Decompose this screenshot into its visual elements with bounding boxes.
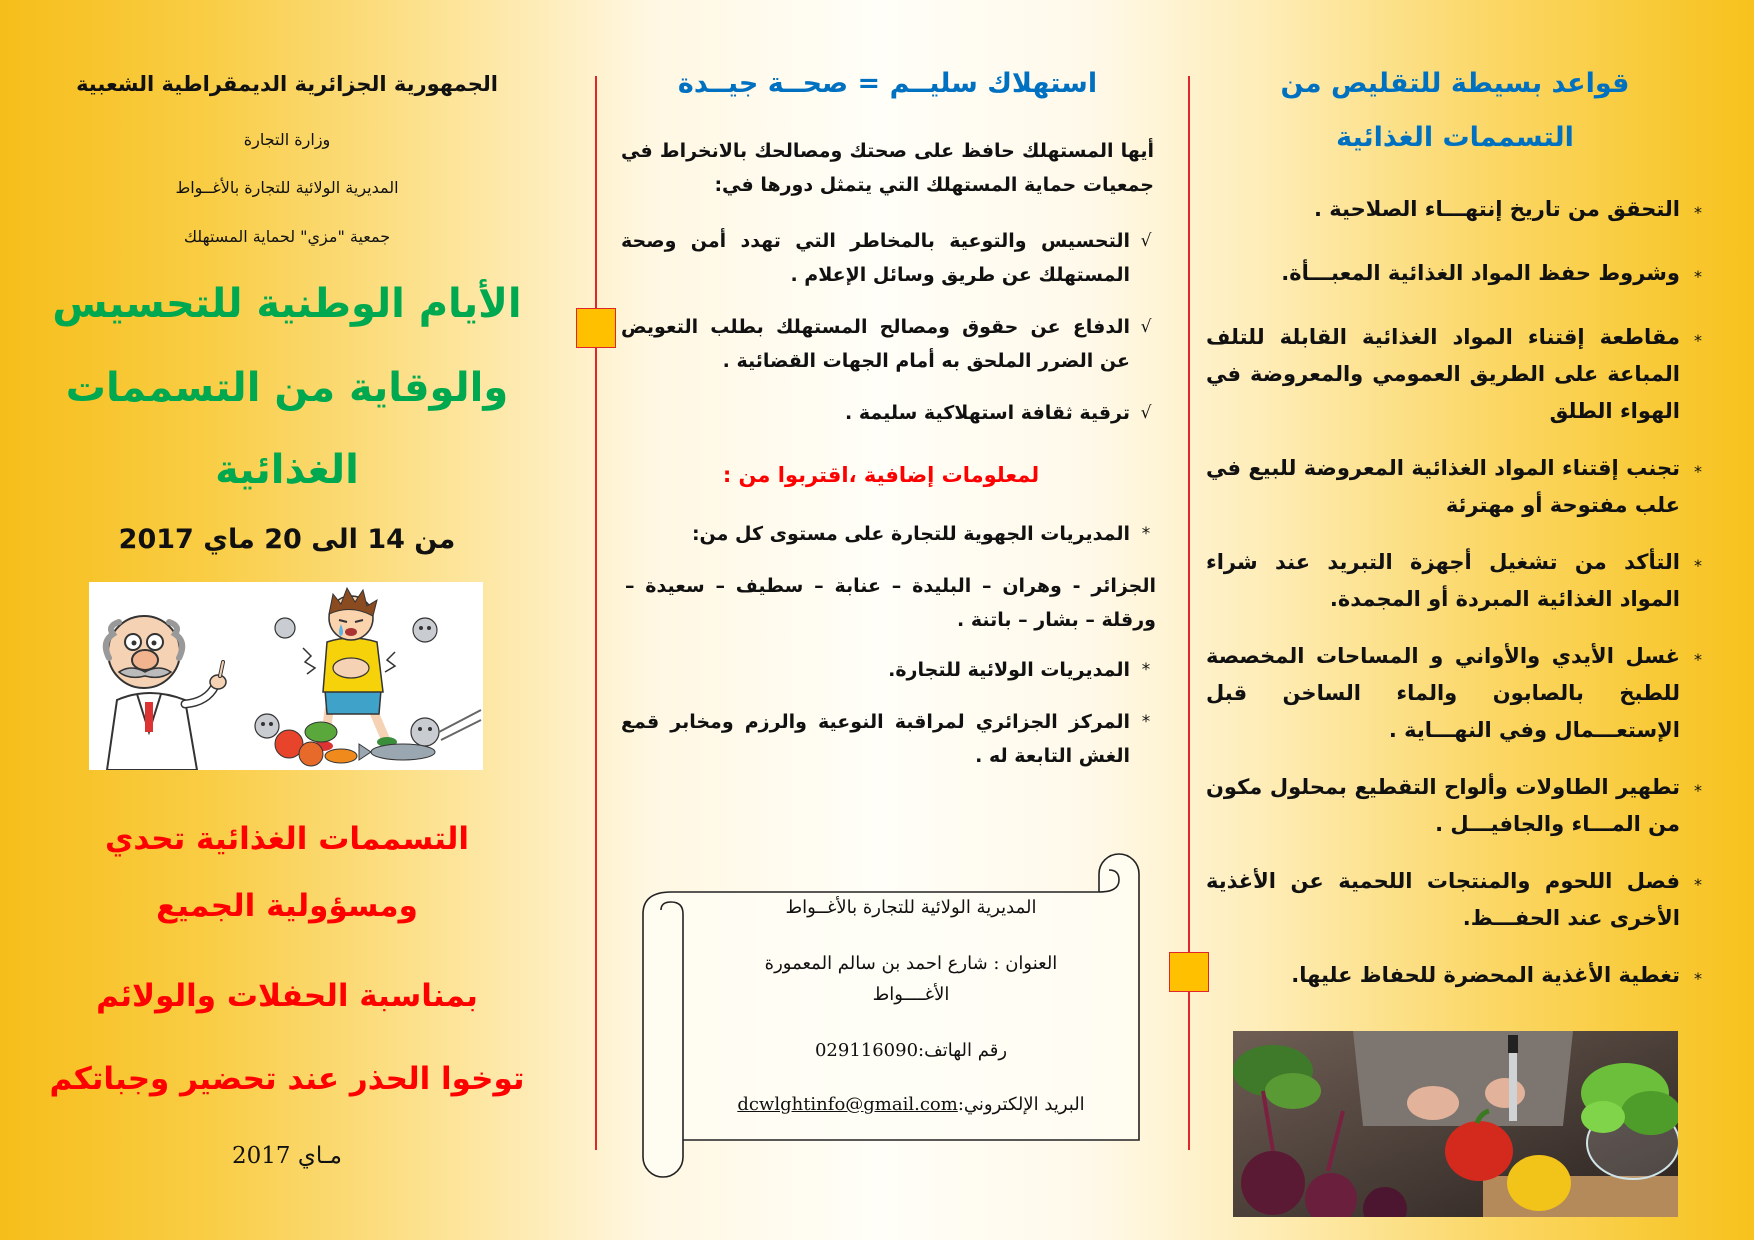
campaign-title-line-1: الأيام الوطنية للتحسيس <box>52 281 522 327</box>
list-item-text: تجنب إقتناء المواد الغذائية المعروضة للبيع في علب مفتوحة أو مهترئة <box>1206 456 1680 517</box>
asterisk-marker: * <box>1694 267 1702 286</box>
slogan-line-4: توخوا الحذر عند تحضير وجباتكم <box>49 1061 525 1097</box>
scroll-organization: المديرية الولائية للتجارة بالأغــواط <box>785 897 1037 918</box>
email-link[interactable]: dcwlghtinfo@gmail.com <box>737 1094 958 1115</box>
association-roles-list <box>621 224 1156 448</box>
list-item-text: المديريات الجهوية للتجارة على مستوى كل من: <box>691 523 1130 545</box>
vegetables-photo <box>1233 1031 1678 1217</box>
list-item-text: مقاطعة إقتناء المواد الغذائية القابلة للتلف المباعة على الطريق العمومي والمعروضة في الهواء الطلق <box>1206 325 1680 423</box>
list-item-text: المديريات الولائية للتجارة. <box>888 659 1130 681</box>
check-marker: √ <box>1140 317 1152 337</box>
list-item-text: التحقق من تاريخ إنتهـــاء الصلاحية . <box>1314 197 1680 221</box>
asterisk-marker: * <box>1141 712 1151 732</box>
list-item-text: الدفاع عن حقوق ومصالح المستهلك بطلب التعويض عن الضرر الملحق به أمام الجهات القضائية . <box>621 316 1130 372</box>
scroll-email-row <box>691 1089 1131 1121</box>
asterisk-marker: * <box>1694 462 1702 481</box>
list-item <box>621 396 1156 430</box>
middle-panel-intro: أيها المستهلك حافظ على صحتك ومصالحك بالانخراط في جمعيات حماية المستهلك التي يتمثل دورها في: <box>621 140 1154 196</box>
right-panel-title: قواعد بسيطة للتقليص من التسممات الغذائية <box>1280 68 1630 153</box>
food-poisoning-illustration <box>89 582 483 770</box>
middle-panel-title: استهلاك سليــم = صحــة جيــدة <box>677 68 1098 99</box>
list-item <box>621 653 1156 687</box>
contacts-list <box>621 517 1156 791</box>
association-name: جمعية "مزي" لحماية المستهلك <box>183 227 391 246</box>
list-item <box>621 224 1156 292</box>
asterisk-marker: * <box>1694 650 1702 669</box>
contact-scroll <box>641 852 1143 1183</box>
campaign-title-line-3: الغذائية <box>215 447 359 493</box>
list-item-text: فصل اللحوم والمنتجات اللحمية عن الأغذية الأخرى عند الحفـــظ. <box>1206 869 1680 930</box>
list-item <box>621 517 1156 551</box>
scroll-phone: رقم الهاتف:029116090 <box>814 1040 1008 1061</box>
asterisk-marker: * <box>1694 875 1702 894</box>
campaign-date-range: من 14 الى 20 ماي 2017 <box>118 524 456 555</box>
asterisk-marker: * <box>1141 660 1151 680</box>
scroll-address-line-1: العنوان : شارع احمد بن سالم المعمورة <box>764 953 1058 974</box>
list-item-text: غسل الأيدي والأواني و المساحات المخصصة للطبخ بالصابون والماء الساخن قبل الإستعـــمال وفي النهـــاية . <box>1206 644 1680 742</box>
list-item <box>1206 450 1710 524</box>
asterisk-marker: * <box>1694 556 1702 575</box>
decorative-square <box>576 308 616 348</box>
asterisk-marker: * <box>1141 524 1151 544</box>
list-item-text: التأكد من تشغيل أجهزة التبريد عند شراء المواد الغذائية المبردة أو المجمدة. <box>1206 550 1680 611</box>
asterisk-marker: * <box>1694 969 1702 988</box>
list-item <box>621 310 1156 378</box>
list-item-text: تطهير الطاولات وألواح التقطيع بمحلول مكون من المـــاء والجافيـــل . <box>1206 775 1680 836</box>
contact-heading: لمعلومات إضافية ،اقتربوا من : <box>722 463 1040 487</box>
check-marker: √ <box>1140 403 1152 423</box>
campaign-title-line-2: والوقاية من التسممات <box>65 365 509 411</box>
cities-list-text: الجزائر - وهران – البليدة – عنابة – سطيف – سعيدة – ورقلة – بشار – باتنة . <box>625 575 1156 631</box>
slogan-line-1: التسممات الغذائية تحدي <box>104 821 470 857</box>
asterisk-marker: * <box>1694 203 1702 222</box>
list-item <box>1206 638 1710 749</box>
list-item <box>1206 319 1710 430</box>
decorative-square <box>1169 952 1209 992</box>
scroll-address-line-2: الأغــــواط <box>872 984 950 1005</box>
email-label: البريد الإلكتروني: <box>957 1094 1085 1115</box>
safety-rules-list <box>1206 191 1710 1021</box>
list-item <box>1206 769 1710 843</box>
list-item-text: ترقية ثقافة استهلاكية سليمة . <box>845 402 1130 424</box>
ministry-name: وزارة التجارة <box>243 130 331 149</box>
slogan-line-2: ومسؤولية الجميع <box>156 888 418 924</box>
list-item-text: التحسيس والتوعية بالمخاطر التي تهدد أمن وصحة المستهلك عن طريق وسائل الإعلام . <box>621 230 1130 286</box>
list-item <box>1206 191 1710 235</box>
asterisk-marker: * <box>1694 781 1702 800</box>
list-item <box>621 705 1156 773</box>
republic-header: الجمهورية الجزائرية الديمقراطية الشعبية <box>76 72 498 96</box>
list-item <box>1206 863 1710 937</box>
list-item-text: تغطية الأغذية المحضرة للحفاظ عليها. <box>1291 963 1680 987</box>
list-item <box>1206 957 1710 1001</box>
list-item <box>1206 255 1710 299</box>
asterisk-marker: * <box>1694 331 1702 350</box>
list-item-text: المركز الجزائري لمراقبة النوعية والرزم ومخابر قمع الغش التابعة له . <box>621 711 1130 767</box>
slogan-line-3: بمناسبة الحفلات والولائم <box>96 978 478 1014</box>
panel-divider-left <box>595 76 597 1150</box>
directorate-name: المديرية الولائية للتجارة بالأغــواط <box>175 178 399 197</box>
footer-date: مـاي 2017 <box>232 1143 342 1169</box>
check-marker: √ <box>1140 231 1152 251</box>
list-item <box>1206 544 1710 618</box>
list-item-text: وشروط حفظ المواد الغذائية المعبـــأة. <box>1281 261 1680 285</box>
